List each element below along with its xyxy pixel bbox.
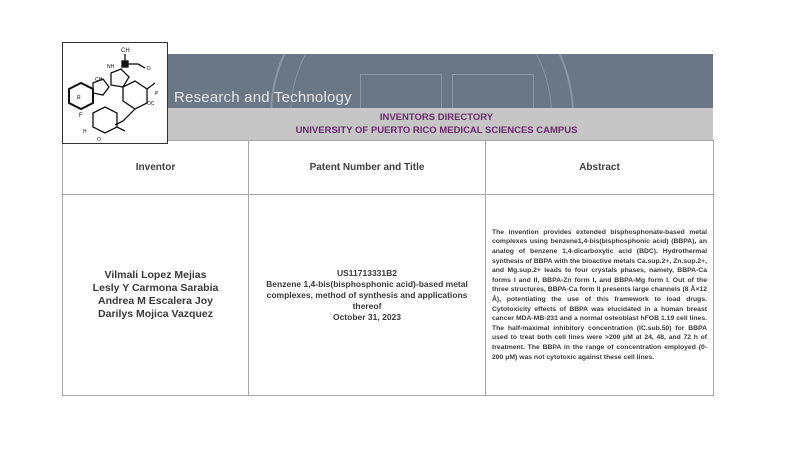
svg-text:NH: NH <box>107 64 115 70</box>
patent-number: US11713331B2 <box>336 267 398 278</box>
svg-text:OC: OC <box>147 101 155 107</box>
banner-title: Research and Technology <box>174 89 352 106</box>
svg-text:R: R <box>77 95 81 101</box>
svg-text:CH: CH <box>95 77 103 83</box>
column-header-patent: Patent Number and Title <box>249 141 486 195</box>
header-banner <box>160 54 713 108</box>
inventors-table <box>62 140 714 396</box>
svg-text:D: D <box>147 66 151 72</box>
table-header-row <box>63 141 714 195</box>
patent-cell <box>249 195 486 396</box>
chemical-structure-icon <box>62 42 168 144</box>
inventor-name: Darilys Mojica Vazquez <box>98 308 213 320</box>
svg-text:H: H <box>83 129 87 135</box>
column-header-abstract: Abstract <box>486 141 714 195</box>
institution-name: UNIVERSITY OF PUERTO RICO MEDICAL SCIENCES CAMPUS <box>295 125 578 136</box>
svg-text:P: P <box>155 91 159 97</box>
svg-text:F: F <box>79 113 83 119</box>
patent-title: Benzene 1,4-bis(bisphosphonic acid)-based metal complexes, method of synthesis and applications thereof <box>266 278 468 311</box>
table-row <box>63 195 714 396</box>
column-header-inventor: Inventor <box>63 141 249 195</box>
seal-building-left <box>360 74 442 108</box>
svg-text:O: O <box>97 137 101 143</box>
inventor-name: Vilmali Lopez Mejias <box>104 269 207 281</box>
abstract-cell: The invention provides extended bisphosphonate-based metal complexes using benzene1,4-bis(bisphosphonic acid) (BBPA), an analog of benzene 1,4-dicarboxylic acid (BDC). Hydrothermal synthesis of BBPA with the bioactive metals Ca.sup.2+, Zn.sup.2+, and Mg.sup.2+ leads to four crystals phases, namely, BBPA-Ca forms I and II, BBPA-Zn form I, and BBPA-Mg form I. Out of the three structures, BBPA-Ca form II presents large channels (8 Å×12 Å), potentiating the use of this framework to load drugs. Cytotoxicity effects of BBPA was elucidated in a human breast cancer MDA-MB-231 and a normal osteoblast hFOB 1.19 cell lines. The half-maximal inhibitory concentration (IC.sub.50) for BBPA used to treat both cell lines were >200 μM at 24, 48, and 72 h of treatment. The BBPA in the range of concentration employed (0-200 μM) was not cytotoxic against these cell lines. <box>486 195 714 396</box>
directory-title: INVENTORS DIRECTORY <box>379 112 494 123</box>
inventor-cell <box>63 195 249 396</box>
inventor-name: Lesly Y Carmona Sarabia <box>92 282 219 294</box>
patent-date: October 31, 2023 <box>332 311 402 322</box>
seal-building-right <box>452 74 534 108</box>
inventor-name: Andrea M Escalera Joy <box>98 295 213 307</box>
svg-text:CH: CH <box>121 48 130 54</box>
directory-header-band <box>160 108 713 140</box>
